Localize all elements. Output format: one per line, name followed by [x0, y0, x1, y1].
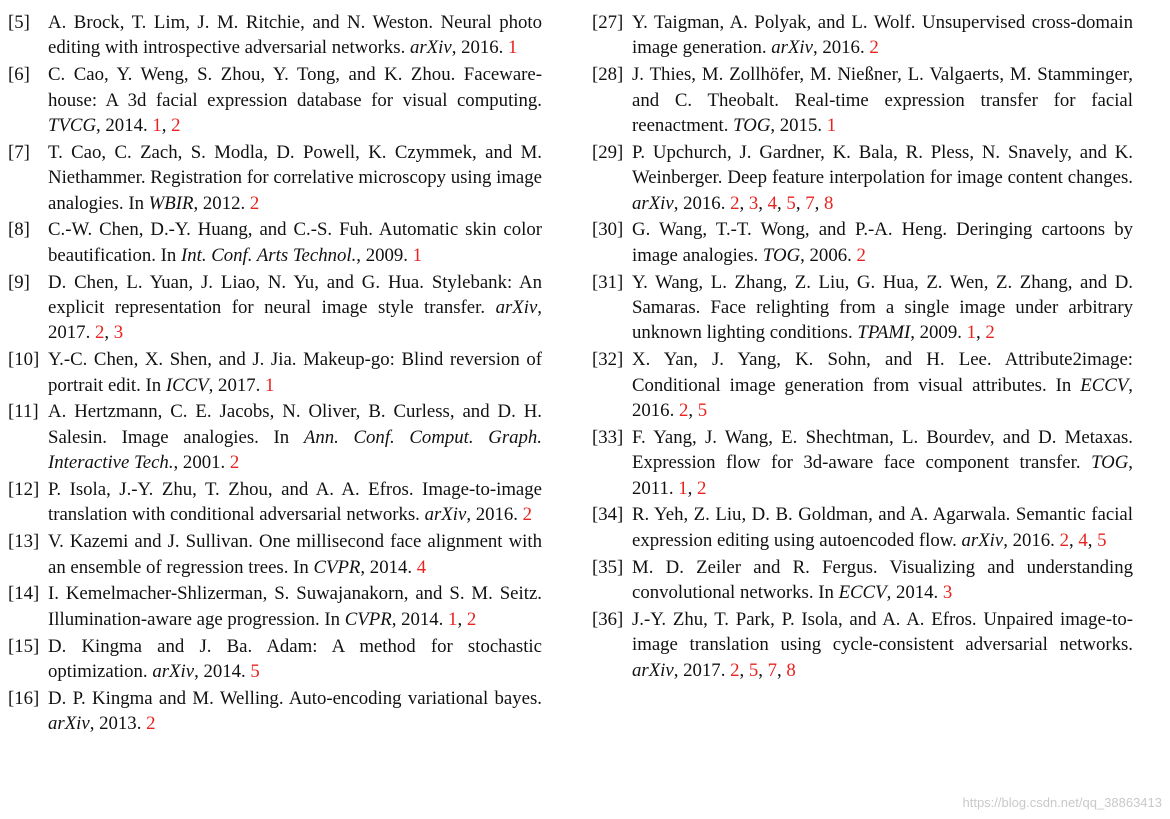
reference-number: [9] — [8, 271, 30, 293]
reference-venue: CVPR — [313, 556, 361, 578]
reference-number: [14] — [8, 583, 40, 605]
reference-number: [7] — [8, 141, 30, 163]
backref-link[interactable]: 3 — [113, 322, 124, 344]
reference-year: , 2016. — [1003, 529, 1060, 551]
reference-entry: [36] J.-Y. Zhu, T. Park, P. Isola, and A. A. Efros. Unpaired image-to-image translation using cycle-consistent adversarial networks. arXiv, 2017. 2, 5, 7, 8 — [592, 608, 1133, 681]
reference-year: , 2001. — [173, 452, 230, 474]
reference-number: [16] — [8, 687, 40, 709]
reference-year: , 2012. — [193, 192, 250, 214]
backref-link[interactable]: 1 — [826, 115, 837, 137]
watermark: https://blog.csdn.net/qq_38863413 — [962, 795, 1162, 810]
reference-year: , 2014. — [391, 608, 449, 630]
reference-entry — [592, 217, 1133, 268]
reference-text: F. Yang, J. Wang, E. Shechtman, L. Bourdev, and D. Metaxas. Expression flow for 3d-aware face component transfer. — [632, 426, 1133, 474]
references-left-column — [8, 10, 542, 738]
backref-link[interactable]: 3 — [942, 582, 953, 604]
reference-year: , 2014. — [886, 582, 943, 604]
reference-entry: [29] P. Upchurch, J. Gardner, K. Bala, R. Pless, N. Snavely, and K. Weinberger. Deep feature interpolation for image content changes. arXiv, 2016. 2, 3, 4, 5, 7, 8 — [592, 141, 1133, 214]
reference-number: [6] — [8, 64, 30, 86]
reference-year: , 2006. — [800, 244, 857, 266]
reference-year: , 2013. — [89, 713, 147, 735]
reference-venue: CVPR — [344, 608, 392, 630]
references-right-column — [592, 10, 1133, 684]
reference-entry: [14] I. Kemelmacher-Shlizerman, S. Suwajanakorn, and S. M. Seitz. Illumination-aware age progression. In CVPR, 2014. 1, 2 — [8, 583, 542, 630]
reference-entry — [592, 555, 1133, 606]
backref-link[interactable]: 1 — [508, 37, 518, 59]
backref-link[interactable]: 1 — [265, 374, 275, 396]
reference-year: , 2017. — [48, 297, 542, 344]
reference-number: [35] — [592, 556, 624, 578]
reference-number: [31] — [592, 271, 624, 293]
backref-link[interactable]: 1 — [152, 115, 162, 137]
reference-number: [34] — [592, 504, 624, 526]
reference-number: [8] — [8, 219, 30, 241]
backref-link[interactable]: 5 — [250, 661, 260, 683]
backref-link[interactable]: 3 — [748, 192, 759, 214]
reference-number: [32] — [592, 349, 624, 371]
reference-venue: Ann. Conf. Comput. Graph. Interactive Tech. — [48, 426, 543, 474]
backref-link[interactable]: 5 — [1097, 529, 1107, 551]
reference-number: [29] — [592, 141, 624, 163]
backref-link[interactable]: 2 — [985, 322, 995, 344]
reference-number: [27] — [592, 12, 624, 33]
reference-year: , 2014. — [194, 661, 251, 683]
reference-year: , 2011. — [632, 452, 1133, 499]
reference-year: , 2016. — [466, 504, 523, 526]
reference-text: Y. Taigman, A. Polyak, and L. Wolf. Unsupervised cross-domain image generation. — [632, 12, 1133, 59]
reference-number: [13] — [8, 531, 40, 553]
reference-venue: TVCG — [48, 115, 97, 137]
reference-venue: ECCV — [838, 582, 887, 604]
reference-entry: [32] X. Yan, J. Yang, K. Sohn, and H. Lee. Attribute2image: Conditional image generation from visual attributes. In ECCV, 2016. 2, 5 — [592, 349, 1133, 422]
backref-link[interactable]: 2 — [94, 322, 105, 344]
reference-text: C. Cao, Y. Weng, S. Zhou, Y. Tong, and K. Zhou. Faceware-house: A 3d facial expression database for visual computing. — [48, 64, 542, 111]
reference-text: M. D. Zeiler and R. Fergus. Visualizing and understanding convolutional networks. In — [632, 556, 1133, 604]
reference-venue: Int. Conf. Arts Technol. — [180, 244, 357, 266]
reference-text: P. Upchurch, J. Gardner, K. Bala, R. Pless, N. Snavely, and K. Weinberger. Deep feature interpolation for image content changes. — [632, 141, 1133, 189]
backref-link[interactable]: 8 — [786, 659, 796, 681]
reference-venue: ICCV — [165, 374, 209, 396]
reference-year: , 2015. — [770, 115, 827, 137]
reference-venue: arXiv — [771, 37, 813, 59]
reference-entry: [9] D. Chen, L. Yuan, J. Liao, N. Yu, and G. Hua. Stylebank: An explicit representation for neural image style transfer. arXiv, 2017. 2, 3 — [8, 271, 542, 344]
backref-link[interactable]: 1 — [412, 244, 423, 266]
backref-link[interactable]: 2 — [869, 37, 879, 59]
reference-entry — [592, 62, 1133, 138]
backref-link[interactable]: 2 — [146, 713, 156, 735]
reference-text: T. Cao, C. Zach, S. Modla, D. Powell, K. Czymmek, and M. Niethammer. Registration for correlative microscopy using image analogies. In — [48, 141, 542, 214]
reference-venue: WBIR — [148, 192, 194, 214]
reference-year: , 2017. — [673, 659, 731, 681]
backref-link[interactable]: 4 — [1078, 529, 1088, 551]
backref-link[interactable]: 2 — [1059, 529, 1069, 551]
reference-venue: arXiv — [632, 192, 674, 214]
reference-venue: arXiv — [961, 529, 1004, 551]
backref-link[interactable]: 2 — [522, 504, 533, 526]
reference-number: [28] — [592, 64, 624, 86]
reference-text: P. Isola, J.-Y. Zhu, T. Zhou, and A. A. Efros. Image-to-image translation with conditional adversarial networks. — [48, 479, 542, 526]
reference-year: , 2009. — [356, 244, 413, 266]
backref-link[interactable]: 2 — [171, 115, 181, 137]
reference-entry: [34] R. Yeh, Z. Liu, D. B. Goldman, and A. Agarwala. Semantic facial expression editing using autoencoded flow. arXiv, 2016. 2, 4, 5 — [592, 504, 1133, 551]
reference-year: , 2014. — [96, 115, 153, 137]
reference-entry — [8, 217, 542, 268]
reference-text: G. Wang, T.-T. Wong, and P.-A. Heng. Deringing cartoons by image analogies. — [632, 219, 1133, 266]
reference-year: , 2016. — [632, 374, 1133, 422]
reference-year: , 2016. — [673, 192, 731, 214]
reference-year: , 2017. — [208, 374, 265, 396]
reference-text: I. Kemelmacher-Shlizerman, S. Suwajanakorn, and S. M. Seitz. Illumination-aware age progression. In — [48, 583, 542, 630]
reference-text: Y.-C. Chen, X. Shen, and J. Jia. Makeup-go: Blind reversion of portrait edit. In — [48, 349, 542, 396]
backref-link[interactable]: 2 — [678, 400, 689, 422]
reference-entry — [592, 10, 1133, 61]
backref-link[interactable]: 2 — [466, 608, 477, 630]
reference-year: , 2014. — [360, 556, 417, 578]
reference-entry — [8, 140, 542, 216]
backref-link[interactable]: 7 — [767, 659, 778, 681]
reference-text: X. Yan, J. Yang, K. Sohn, and H. Lee. Attribute2image: Conditional image generation from visual attributes. In — [632, 349, 1133, 396]
backref-link[interactable]: 4 — [416, 556, 427, 578]
reference-text: V. Kazemi and J. Sullivan. One millisecond face alignment with an ensemble of regression trees. In — [48, 531, 542, 578]
reference-number: [12] — [8, 479, 40, 501]
reference-number: [5] — [8, 12, 30, 33]
reference-number: [30] — [592, 219, 624, 241]
reference-number: [33] — [592, 426, 624, 448]
backref-link[interactable]: 1 — [678, 477, 688, 499]
reference-entry — [8, 686, 542, 737]
reference-entry — [8, 529, 542, 580]
reference-number: [11] — [8, 401, 39, 423]
reference-number: [10] — [8, 349, 40, 371]
reference-venue: arXiv — [495, 297, 538, 319]
backref-link[interactable]: 2 — [229, 452, 240, 474]
reference-text: D. Kingma and J. Ba. Adam: A method for stochastic optimization. — [48, 635, 542, 683]
reference-venue: arXiv — [424, 504, 467, 526]
reference-entry — [8, 634, 542, 685]
reference-venue: TOG — [1091, 452, 1129, 474]
backref-link[interactable]: 1 — [966, 322, 976, 344]
reference-entry: [31] Y. Wang, L. Zhang, Z. Liu, G. Hua, Z. Wen, Z. Zhang, and D. Samaras. Face relighting from a single image under arbitrary unknown lighting conditions. TPAMI, 2009. 1, 2 — [592, 271, 1133, 344]
backref-link[interactable]: 1 — [448, 608, 458, 630]
reference-entry — [8, 10, 542, 61]
backref-link[interactable]: 4 — [767, 192, 778, 214]
reference-venue: TOG — [762, 244, 801, 266]
reference-entry — [8, 399, 542, 475]
reference-number: [36] — [592, 608, 624, 630]
reference-entry: [6] C. Cao, Y. Weng, S. Zhou, Y. Tong, and K. Zhou. Faceware-house: A 3d facial expression database for visual computing. TVCG, 2014. 1, 2 — [8, 64, 542, 137]
backref-link[interactable]: 5 — [786, 192, 796, 214]
reference-text: D. Chen, L. Yuan, J. Liao, N. Yu, and G. Hua. Stylebank: An explicit representation for neural image style transfer. — [48, 271, 542, 319]
reference-year: , 2016. — [812, 37, 870, 59]
reference-venue: ECCV — [1080, 374, 1129, 396]
reference-venue: arXiv — [409, 37, 452, 59]
reference-venue: arXiv — [152, 661, 195, 683]
reference-year: , 2009. — [910, 322, 967, 344]
reference-text: D. P. Kingma and M. Welling. Auto-encoding variational bayes. — [48, 687, 542, 709]
reference-venue: arXiv — [632, 659, 674, 681]
reference-text: A. Hertzmann, C. E. Jacobs, N. Oliver, B. Curless, and D. H. Salesin. Image analogies. In — [48, 401, 542, 448]
reference-entry — [8, 477, 542, 528]
backref-link[interactable]: 7 — [805, 192, 815, 214]
reference-number: [15] — [8, 635, 40, 657]
backref-link[interactable]: 2 — [249, 192, 260, 214]
reference-entry — [8, 347, 542, 398]
reference-venue: arXiv — [48, 713, 90, 735]
reference-text: R. Yeh, Z. Liu, D. B. Goldman, and A. Agarwala. Semantic facial expression editing using autoencoded flow. — [632, 504, 1133, 551]
reference-text: J. Thies, M. Zollhöfer, M. Nießner, L. Valgaerts, M. Stamminger, and C. Theobalt. Real-time expression transfer for facial reenactment. — [632, 64, 1133, 137]
reference-entry: [33] F. Yang, J. Wang, E. Shechtman, L. Bourdev, and D. Metaxas. Expression flow for 3d-aware face component transfer. TOG, 2011. 1, 2 — [592, 426, 1133, 499]
backref-link[interactable]: 8 — [823, 192, 834, 214]
reference-year: , 2016. — [451, 37, 509, 59]
reference-venue: TOG — [733, 115, 771, 137]
backref-link[interactable]: 2 — [730, 192, 740, 214]
backref-link[interactable]: 2 — [856, 244, 866, 266]
backref-link[interactable]: 5 — [748, 659, 759, 681]
reference-text: A. Brock, T. Lim, J. M. Ritchie, and N. Weston. Neural photo editing with introspective adversarial networks. — [48, 12, 542, 59]
backref-link[interactable]: 2 — [697, 477, 707, 499]
backref-link[interactable]: 2 — [730, 659, 740, 681]
reference-text: Y. Wang, L. Zhang, Z. Liu, G. Hua, Z. Wen, Z. Zhang, and D. Samaras. Face relighting from a single image under arbitrary unknown lighting conditions. — [632, 271, 1133, 344]
reference-text: C.-W. Chen, D.-Y. Huang, and C.-S. Fuh. Automatic skin color beautification. In — [48, 219, 542, 266]
reference-venue: TPAMI — [857, 322, 911, 344]
reference-text: J.-Y. Zhu, T. Park, P. Isola, and A. A. Efros. Unpaired image-to-image translation using cycle-consistent adversarial networks. — [632, 608, 1133, 656]
backref-link[interactable]: 5 — [697, 400, 708, 422]
